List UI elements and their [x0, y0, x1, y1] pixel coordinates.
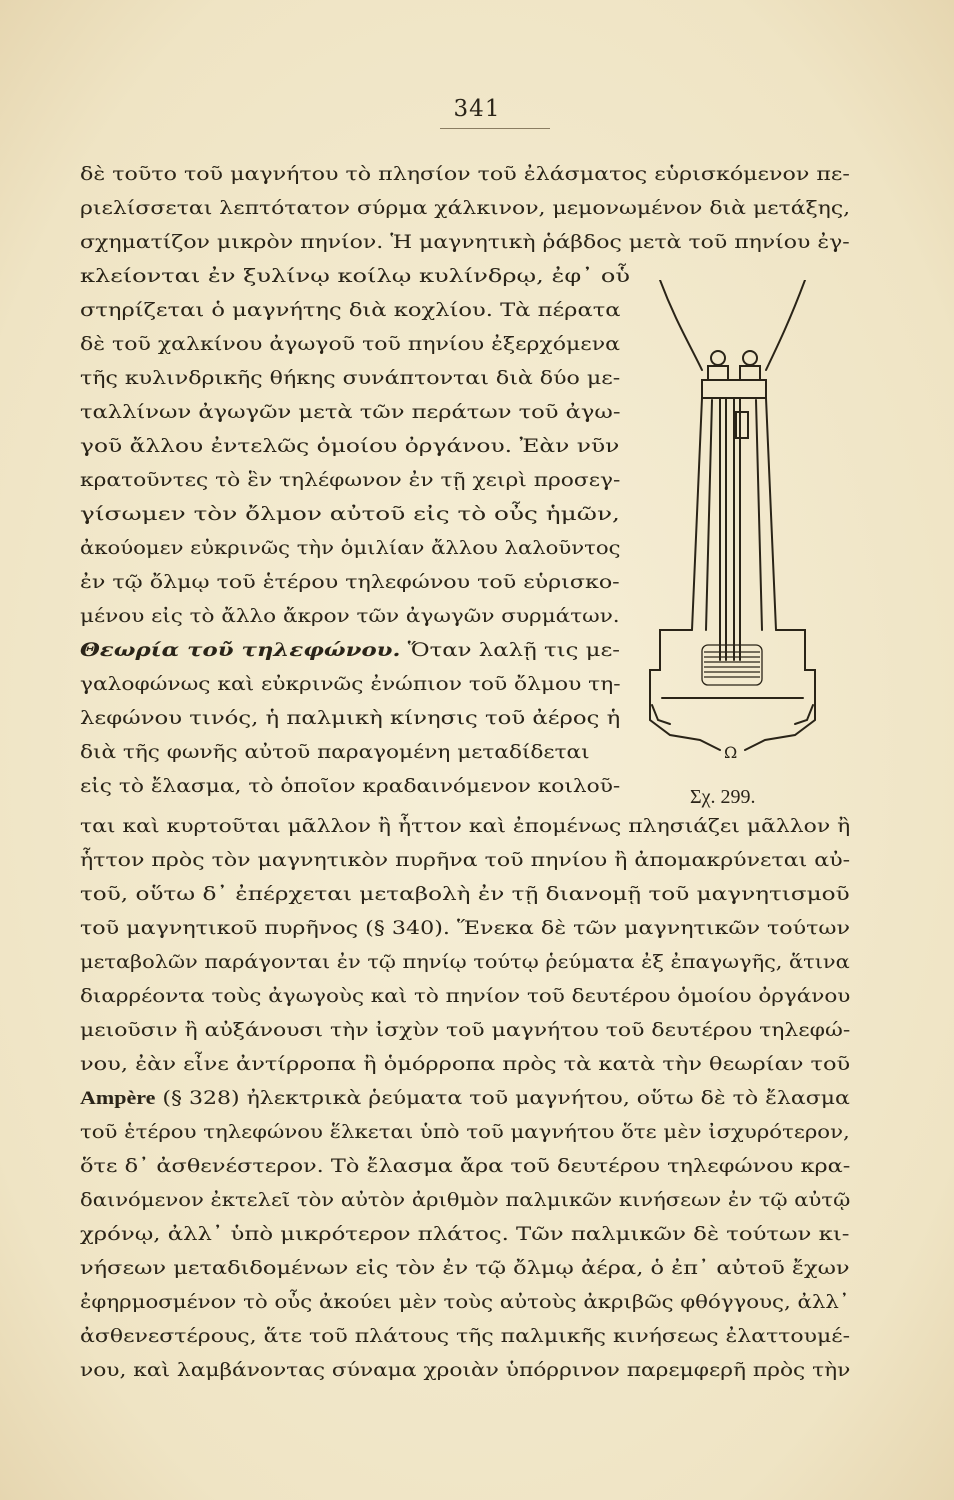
text-line: λεφώνου τινός, ἡ παλμικὴ κίνησις τοῦ ἀέρος ἡ [80, 708, 621, 729]
text-line: τοῦ, οὕτω δ᾽ ἐπέρχεται μεταβολὴ ἐν τῇ διανομῇ τοῦ μαγνητισμοῦ [80, 884, 850, 905]
text-line: νου, καὶ λαμβάνοντας σύναμα χροιὰν ὑπόρρινον παρεμφερῆ πρὸς τὴν [80, 1360, 851, 1381]
text-line: ἧττον πρὸς τὸν μαγνητικὸν πυρῆνα τοῦ πηνίου ἢ ἀπομακρύνεται αὐ- [80, 850, 851, 871]
text-line: εἰς τὸ ἔλασμα, τὸ ὁποῖον κραδαινόμενον κοιλοῦ- [80, 776, 621, 797]
header-rule [440, 128, 550, 129]
text-line: γίσωμεν τὸν ὄλμον αὐτοῦ εἰς τὸ οὖς ἡμῶν, [80, 504, 620, 525]
proper-name: Ampère [80, 1089, 156, 1109]
text-line: νου, ἐὰν εἶνε ἀντίρροπα ἢ ὁμόρροπα πρὸς τὰ κατὰ τὴν θεωρίαν τοῦ [80, 1054, 851, 1075]
text-fragment: Ὅταν λαλῇ τις με- [400, 640, 620, 661]
text-line: μειοῦσιν ἢ αὐξάνουσι τὴν ἰσχὺν τοῦ μαγνήτου τοῦ δευτέρου τηλεφώ- [80, 1020, 851, 1041]
text-fragment: (§ 328) ἠλεκτρικὰ ῥεύματα τοῦ μαγνήτου, οὕτω δὲ τὸ ἔλασμα [155, 1088, 850, 1109]
text-line: ὅτε δ᾽ ἀσθενέστερον. Τὸ ἔλασμα ἄρα τοῦ δευτέρου τηλεφώνου κρα- [80, 1156, 851, 1177]
text-line: ταλλίνων ἀγωγῶν μετὰ τῶν περάτων τοῦ ἀγω- [80, 402, 621, 423]
text-line: ἐφηρμοσμένον τὸ οὖς ἀκούει μὲν τοὺς αὐτοὺς ἀκριβῶς φθόγγους, ἀλλ᾽ [80, 1292, 850, 1313]
text-line: δαινόμενον ἐκτελεῖ τὸν αὐτὸν ἀριθμὸν παλμικῶν κινήσεων ἐν τῷ αὐτῷ [80, 1190, 851, 1211]
text-line: ριελίσσεται λεπτότατον σύρμα χάλκινον, μεμονωμένον διὰ μετάξης, [80, 198, 851, 219]
text-line [80, 1090, 850, 1109]
text-line: τοῦ ἑτέρου τηλεφώνου ἕλκεται ὑπὸ τοῦ μαγνήτου ὅτε μὲν ἰσχυρότερον, [80, 1122, 850, 1143]
text-line [80, 642, 620, 661]
text-line: τῆς κυλινδρικῆς θήκης συνάπτονται διὰ δύο με- [80, 368, 621, 389]
text-line: σχηματίζον μικρὸν πηνίον. Ἡ μαγνητικὴ ῥάβδος μετὰ τοῦ πηνίου ἐγ- [80, 232, 850, 253]
text-line: ἐν τῷ ὄλμῳ τοῦ ἑτέρου τηλεφώνου τοῦ εὑρισκο- [80, 572, 620, 593]
text-line: τοῦ μαγνητικοῦ πυρῆνος (§ 340). Ἕνεκα δὲ τῶν μαγνητικῶν τούτων [80, 918, 850, 939]
telephone-diagram [640, 280, 825, 770]
text-line: κλείονται ἐν ξυλίνῳ κοίλῳ κυλίνδρῳ, ἐφ᾽ οὗ [80, 266, 630, 287]
text-line: στηρίζεται ὁ μαγνήτης διὰ κοχλίου. Τὰ πέρατα [80, 300, 621, 321]
text-line: χρόνῳ, ἀλλ᾽ ὑπὸ μικρότερον πλάτος. Τῶν παλμικῶν δὲ τούτων κι- [80, 1224, 850, 1245]
text-line: διὰ τῆς φωνῆς αὐτοῦ παραγομένη μεταδίδεται [80, 742, 590, 763]
text-line: μένου εἰς τὸ ἄλλο ἄκρον τῶν ἀγωγῶν συρμάτων. [80, 606, 620, 627]
page-number: 341 [453, 96, 501, 122]
text-line: κρατοῦντες τὸ ἓν τηλέφωνον ἐν τῇ χειρὶ προσεγ- [80, 470, 621, 491]
figure-caption: Σχ. 299. [690, 786, 756, 808]
text-line: νήσεων μεταδιδομένων εἰς τὸν ἐν τῷ ὄλμῳ ἀέρα, ὁ ἐπ᾽ αὐτοῦ ἔχων [80, 1258, 850, 1279]
text-line: δὲ τοῦ χαλκίνου ἀγωγοῦ τοῦ πηνίου ἐξερχόμενα [80, 334, 620, 355]
text-line: μεταβολῶν παράγονται ἐν τῷ πηνίῳ τούτῳ ῥεύματα ἐξ ἐπαγωγῆς, ἅτινα [80, 952, 850, 973]
figure-symbol: Ω [724, 743, 738, 762]
text-line: δὲ τοῦτο τοῦ μαγνήτου τὸ πλησίον τοῦ ἐλάσματος εὑρισκόμενον πε- [80, 164, 850, 185]
text-line: ἀκούομεν εὐκρινῶς τὴν ὁμιλίαν ἄλλου λαλοῦντος [80, 538, 621, 559]
section-heading: Θεωρία τοῦ τηλεφώνου. [80, 640, 401, 661]
text-line: ἀσθενεστέρους, ἅτε τοῦ πλάτους τῆς παλμικῆς κινήσεως ἐλαττουμέ- [80, 1326, 851, 1347]
text-line: διαρρέοντα τοὺς ἀγωγοὺς καὶ τὸ πηνίον τοῦ δευτέρου ὁμοίου ὀργάνου [80, 986, 851, 1007]
text-line: γοῦ ἄλλου ἐντελῶς ὁμοίου ὀργάνου. Ἐὰν νῦν [80, 436, 620, 457]
text-line: ται καὶ κυρτοῦται μᾶλλον ἢ ἧττον καὶ ἐπομένως πλησιάζει μᾶλλον ἢ [80, 816, 851, 837]
text-line: γαλοφώνως καὶ εὐκρινῶς ἐνώπιον τοῦ ὄλμου τη- [80, 674, 621, 695]
